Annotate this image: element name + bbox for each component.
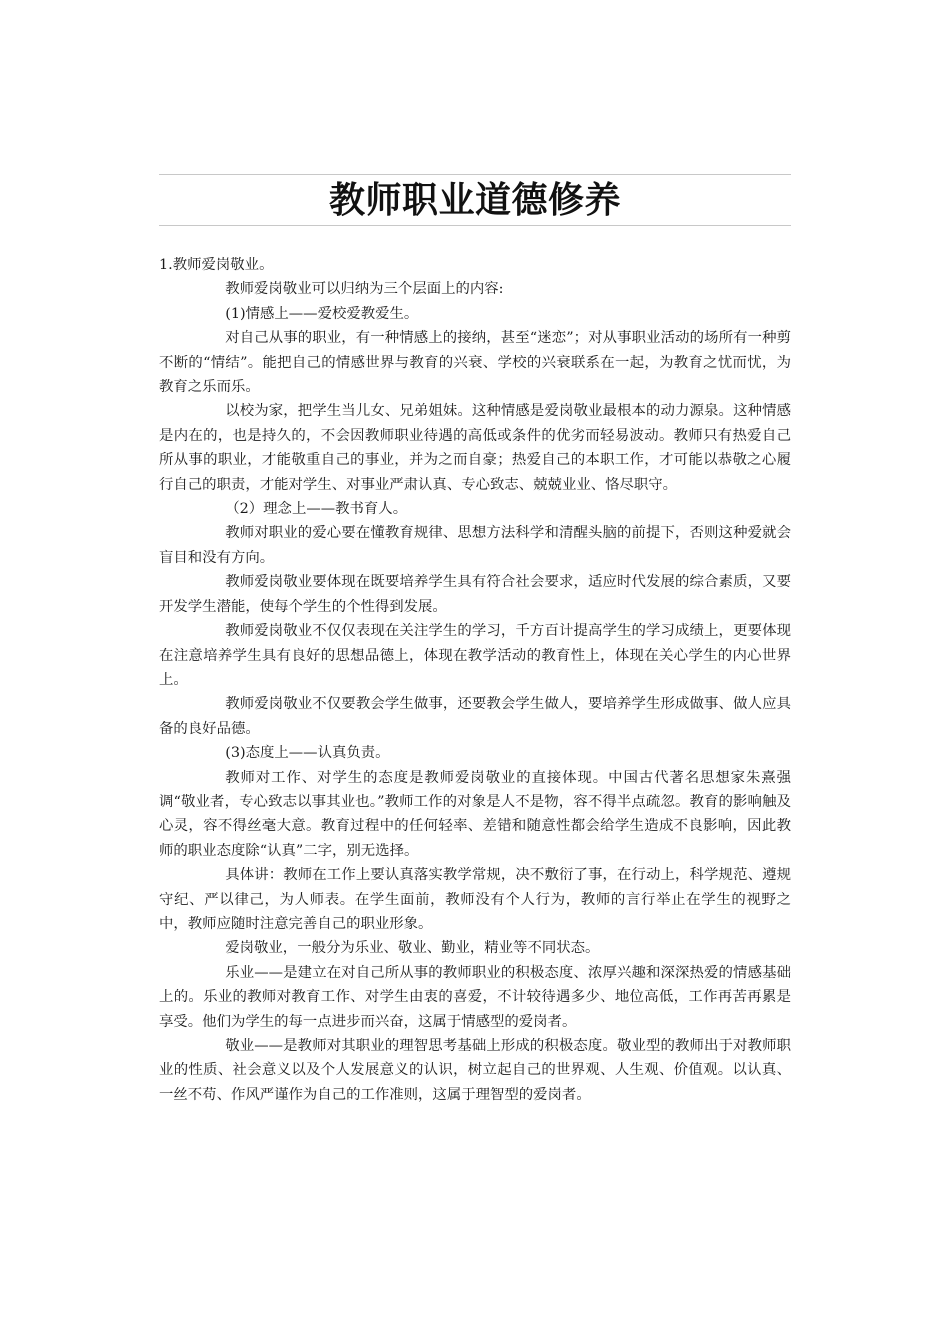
- paragraph: 乐业——是建立在对自己所从事的教师职业的积极态度、浓厚兴趣和深深热爱的情感基础上的。乐业的教师对教育工作、对学生由衷的喜爱，不计较待遇多少、地位高低，工作再苦再累是享受。他们为学生的每一点进步而兴奋，这属于情感型的爱岗者。: [159, 964, 791, 1030]
- title-top-rule: [159, 174, 791, 175]
- document-title: 教师职业道德修养: [328, 180, 621, 221]
- document-body: [159, 253, 791, 1107]
- paragraph: 教师爱岗敬业不仅要教会学生做事，还要教会学生做人，要培养学生形成做事、做人应具备的良好品德。: [159, 696, 791, 737]
- subsection-heading: (3)态度上——认真负责。: [225, 745, 390, 762]
- subsection-heading: (1)情感上——爱校爱教爱生。: [225, 305, 419, 322]
- paragraph: 具体讲：教师在工作上要认真落实教学常规，决不敷衍了事，在行动上，科学规范、遵规守纪、严以律己，为人师表。在学生面前，教师没有个人行为，教师的言行举止在学生的视野之中，教师应随时注意完善自己的职业形象。: [159, 867, 791, 932]
- section-heading: 1.教师爱岗敬业。: [159, 257, 274, 273]
- paragraph: 教师爱岗敬业要体现在既要培养学生具有符合社会要求，适应时代发展的综合素质，又要开发学生潜能，使每个学生的个性得到发展。: [159, 574, 791, 615]
- title-bottom-rule: [159, 225, 791, 226]
- subsection-heading: （2）理念上——教书育人。: [225, 501, 408, 518]
- paragraph: 对自己从事的职业，有一种情感上的接纳，甚至“迷恋”；对从事职业活动的场所有一种剪不断的“情结”。能把自己的情感世界与教育的兴衰、学校的兴衰联系在一起，为教育之忧而忧，为教育之乐而乐。: [159, 330, 791, 396]
- paragraph: 爱岗敬业，一般分为乐业、敬业、勤业，精业等不同状态。: [225, 940, 600, 957]
- paragraph: 教师对职业的爱心要在懂教育规律、思想方法科学和清醒头脑的前提下，否则这种爱就会盲目和没有方向。: [159, 525, 791, 566]
- paragraph: 教师爱岗敬业不仅仅表现在关注学生的学习，千方百计提高学生的学习成绩上，更要体现在注意培养学生具有良好的思想品德上，体现在教学活动的教育性上，体现在关心学生的内心世界上。: [159, 623, 791, 688]
- paragraph: 以校为家，把学生当儿女、兄弟姐妹。这种情感是爱岗敬业最根本的动力源泉。这种情感是内在的，也是持久的，不会因教师职业待遇的高低或条件的优劣而轻易波动。教师只有热爱自己所从事的职业，才能敬重自己的事业，并为之而自豪；热爱自己的本职工作，才可能以恭敬之心履行自己的职责，才能对学生、对事业严肃认真、专心致志、兢兢业业、恪尽职守。: [159, 403, 791, 493]
- paragraph: 教师爱岗敬业可以归纳为三个层面上的内容:: [225, 281, 504, 298]
- paragraph: 教师对工作、对学生的态度是教师爱岗敬业的直接体现。中国古代著名思想家朱熹强调“敬业者，专心致志以事其业也。”教师工作的对象是人不是物，容不得半点疏忽。教育的影响触及心灵，容不得丝毫大意。教育过程中的任何轻率、差错和随意性都会给学生造成不良影响，因此教师的职业态度除“认真”二字，别无选择。: [159, 769, 791, 859]
- paragraph: 敬业——是教师对其职业的理智思考基础上形成的积极态度。敬业型的教师出于对教师职业的性质、社会意义以及个人发展意义的认识，树立起自己的世界观、人生观、价值观。以认真、一丝不苟、作风严谨作为自己的工作准则，这属于理智型的爱岗者。: [159, 1038, 791, 1103]
